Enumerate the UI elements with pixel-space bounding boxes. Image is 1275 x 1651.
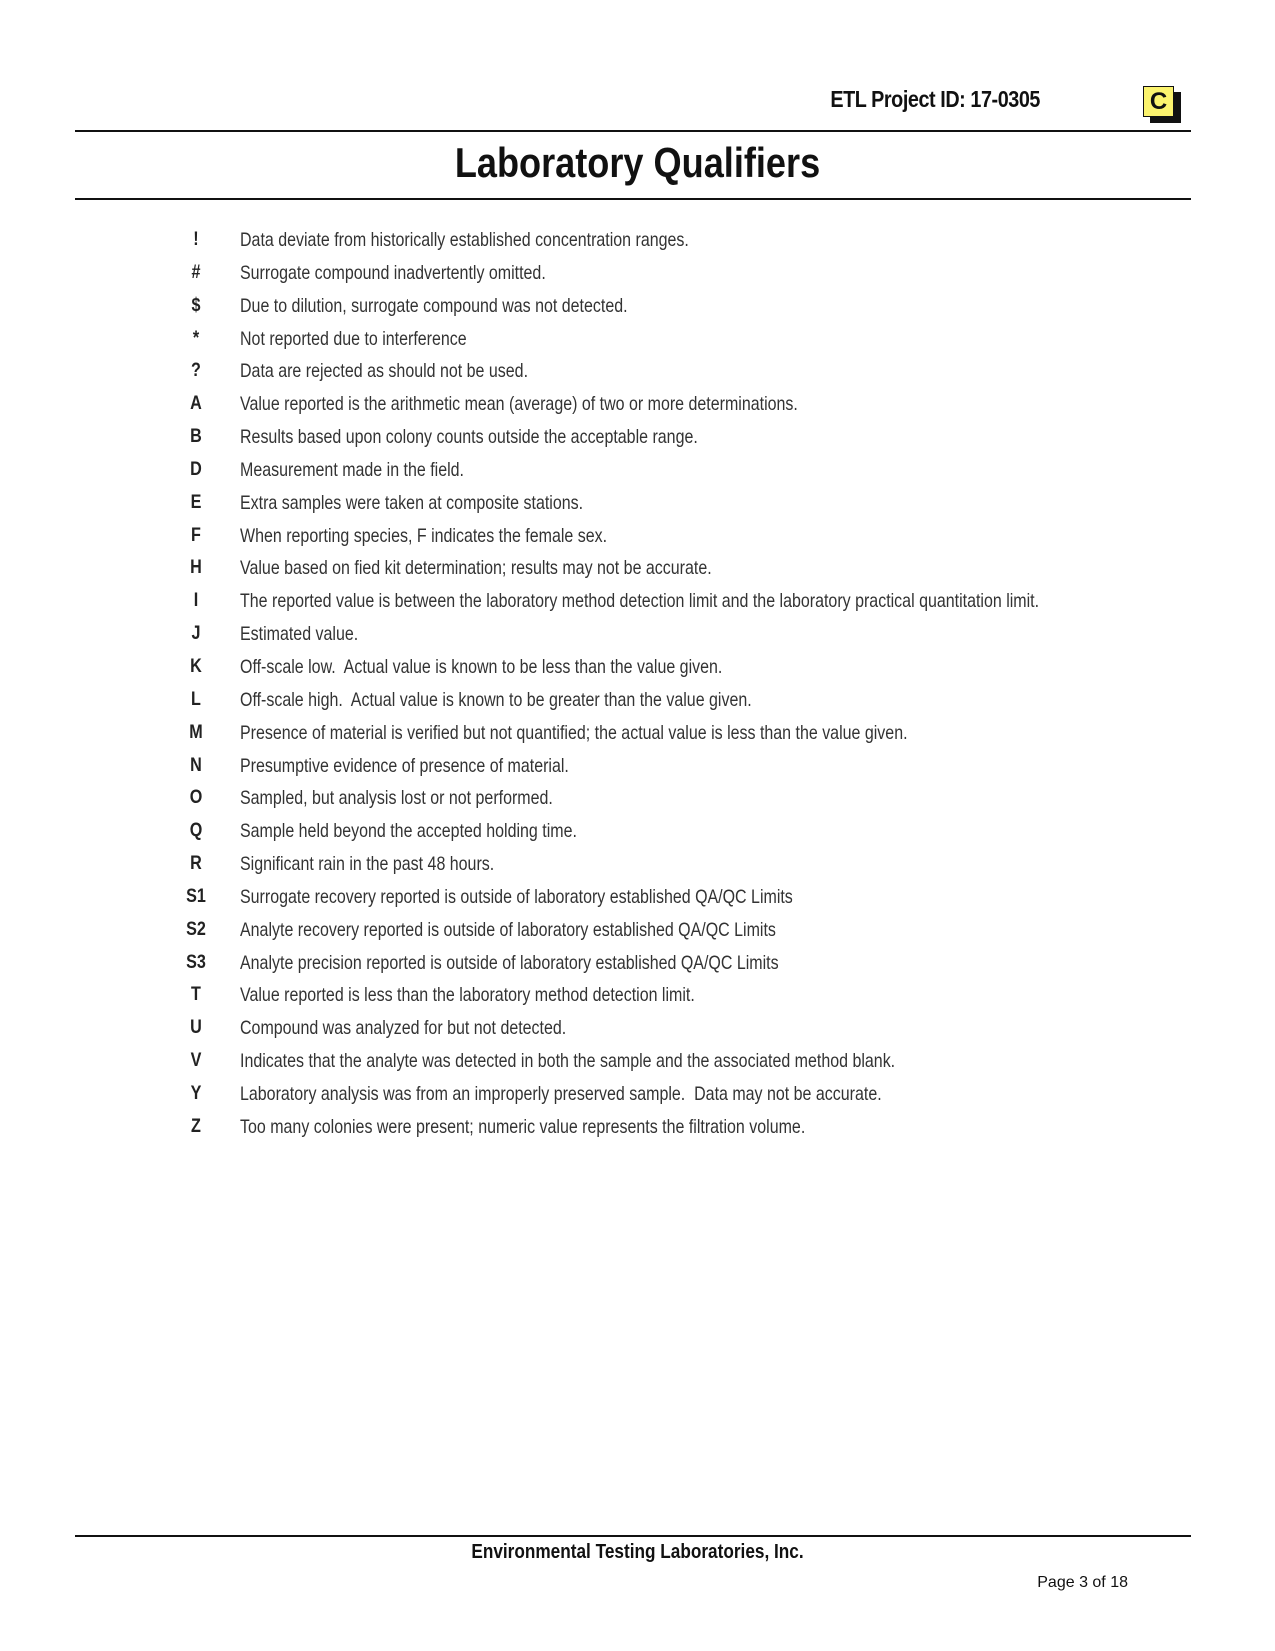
- qualifier-row: [170, 816, 1220, 849]
- qualifier-code: #: [191, 261, 201, 283]
- qualifier-code: U: [190, 1017, 202, 1039]
- header-rule: [75, 130, 1191, 132]
- qualifier-code: H: [190, 557, 202, 579]
- page-title: Laboratory Qualifiers: [454, 139, 821, 186]
- qualifier-code: B: [190, 426, 202, 448]
- qualifier-code: M: [189, 721, 203, 743]
- qualifier-description: Extra samples were taken at composite stations.: [240, 491, 584, 514]
- qualifier-code: O: [189, 787, 203, 809]
- qualifier-description: Due to dilution, surrogate compound was not detected.: [240, 294, 628, 317]
- qualifier-row: [170, 1112, 1220, 1145]
- qualifier-code: $: [191, 294, 201, 316]
- qualifier-code: V: [190, 1050, 202, 1072]
- qualifier-description: Sample held beyond the accepted holding time.: [240, 820, 577, 843]
- qualifier-row: [170, 980, 1220, 1013]
- qualifier-row: [170, 685, 1220, 718]
- qualifier-description: Value reported is less than the laboratory method detection limit.: [240, 984, 695, 1007]
- qualifier-description: Analyte precision reported is outside of laboratory established QA/QC Limits: [240, 951, 779, 974]
- qualifier-description: When reporting species, F indicates the female sex.: [240, 524, 608, 547]
- qualifier-row: [170, 948, 1220, 981]
- qualifier-row: [170, 258, 1220, 291]
- qualifier-code: !: [193, 229, 199, 250]
- qualifier-code: I: [193, 590, 199, 612]
- qualifier-description: Significant rain in the past 48 hours.: [240, 853, 495, 876]
- qualifier-row: [170, 586, 1220, 619]
- section-badge: C: [1143, 86, 1174, 117]
- qualifier-description: Surrogate recovery reported is outside of laboratory established QA/QC Limits: [240, 885, 793, 908]
- qualifier-code: *: [192, 327, 200, 349]
- qualifier-description: Too many colonies were present; numeric value represents the filtration volume.: [240, 1115, 806, 1138]
- qualifier-row: [170, 783, 1220, 816]
- qualifier-code: S3: [186, 951, 206, 973]
- qualifier-code: E: [190, 491, 202, 513]
- qualifier-list: [170, 225, 1220, 1145]
- qualifier-code: F: [191, 524, 201, 546]
- qualifier-code: J: [191, 623, 201, 645]
- qualifier-description: Value reported is the arithmetic mean (average) of two or more determinations.: [240, 393, 798, 416]
- qualifier-row: [170, 849, 1220, 882]
- qualifier-code: T: [191, 984, 201, 1006]
- qualifier-row: [170, 225, 1220, 258]
- page-number: Page 3 of 18: [1037, 1574, 1128, 1591]
- title-rule: [75, 198, 1191, 200]
- qualifier-code: A: [190, 393, 202, 415]
- qualifier-description: Sampled, but analysis lost or not performed.: [240, 787, 553, 810]
- qualifier-description: Not reported due to interference: [240, 327, 467, 350]
- qualifier-code: Z: [191, 1115, 201, 1137]
- qualifier-row: [170, 1013, 1220, 1046]
- qualifier-row: [170, 652, 1220, 685]
- qualifier-description: Laboratory analysis was from an improperly preserved sample. Data may not be accurate.: [240, 1082, 882, 1105]
- qualifier-row: [170, 1079, 1220, 1112]
- qualifier-description: Analyte recovery reported is outside of laboratory established QA/QC Limits: [240, 918, 776, 941]
- qualifier-code: K: [190, 655, 202, 677]
- qualifier-code: Y: [190, 1082, 202, 1104]
- qualifier-description: Surrogate compound inadvertently omitted.: [240, 261, 546, 284]
- qualifier-description: The reported value is between the laboratory method detection limit and the laboratory practical quantitation limit.: [240, 590, 1040, 613]
- qualifier-row: [170, 488, 1220, 521]
- qualifier-description: Estimated value.: [240, 623, 359, 646]
- qualifier-description: Off-scale low. Actual value is known to be less than the value given.: [240, 655, 723, 678]
- qualifier-code: ?: [191, 360, 201, 382]
- qualifier-row: [170, 915, 1220, 948]
- qualifier-description: Data deviate from historically established concentration ranges.: [240, 229, 689, 251]
- qualifier-row: [170, 324, 1220, 357]
- qualifier-row: [170, 1046, 1220, 1079]
- qualifier-row: [170, 455, 1220, 488]
- qualifier-description: Compound was analyzed for but not detected.: [240, 1017, 567, 1040]
- qualifier-row: [170, 553, 1220, 586]
- qualifier-row: [170, 291, 1220, 324]
- qualifier-code: Q: [189, 820, 203, 842]
- qualifier-code: S1: [186, 885, 206, 907]
- qualifier-row: [170, 751, 1220, 784]
- qualifier-row: [170, 882, 1220, 915]
- qualifier-row: [170, 521, 1220, 554]
- qualifier-code: D: [190, 458, 202, 480]
- qualifier-code: N: [190, 754, 202, 776]
- qualifier-code: S2: [186, 918, 206, 940]
- qualifier-description: Presumptive evidence of presence of material.: [240, 754, 569, 777]
- qualifier-row: [170, 619, 1220, 652]
- qualifier-row: [170, 718, 1220, 751]
- project-id: ETL Project ID: 17-0305: [830, 86, 1040, 112]
- qualifier-description: Value based on fied kit determination; results may not be accurate.: [240, 557, 712, 580]
- footer-company: Environmental Testing Laboratories, Inc.: [471, 1541, 804, 1563]
- qualifier-row: [170, 422, 1220, 455]
- qualifier-row: [170, 389, 1220, 422]
- qualifier-description: Measurement made in the field.: [240, 458, 464, 481]
- qualifier-description: Results based upon colony counts outside the acceptable range.: [240, 426, 698, 449]
- qualifier-code: L: [191, 688, 201, 710]
- qualifier-description: Off-scale high. Actual value is known to be greater than the value given.: [240, 688, 752, 711]
- qualifier-description: Data are rejected as should not be used.: [240, 360, 529, 383]
- qualifier-description: Presence of material is verified but not quantified; the actual value is less than the value given.: [240, 721, 908, 744]
- qualifier-row: [170, 356, 1220, 389]
- qualifier-code: R: [190, 853, 202, 875]
- footer-rule: [75, 1535, 1191, 1537]
- qualifier-description: Indicates that the analyte was detected in both the sample and the associated method blank.: [240, 1050, 896, 1073]
